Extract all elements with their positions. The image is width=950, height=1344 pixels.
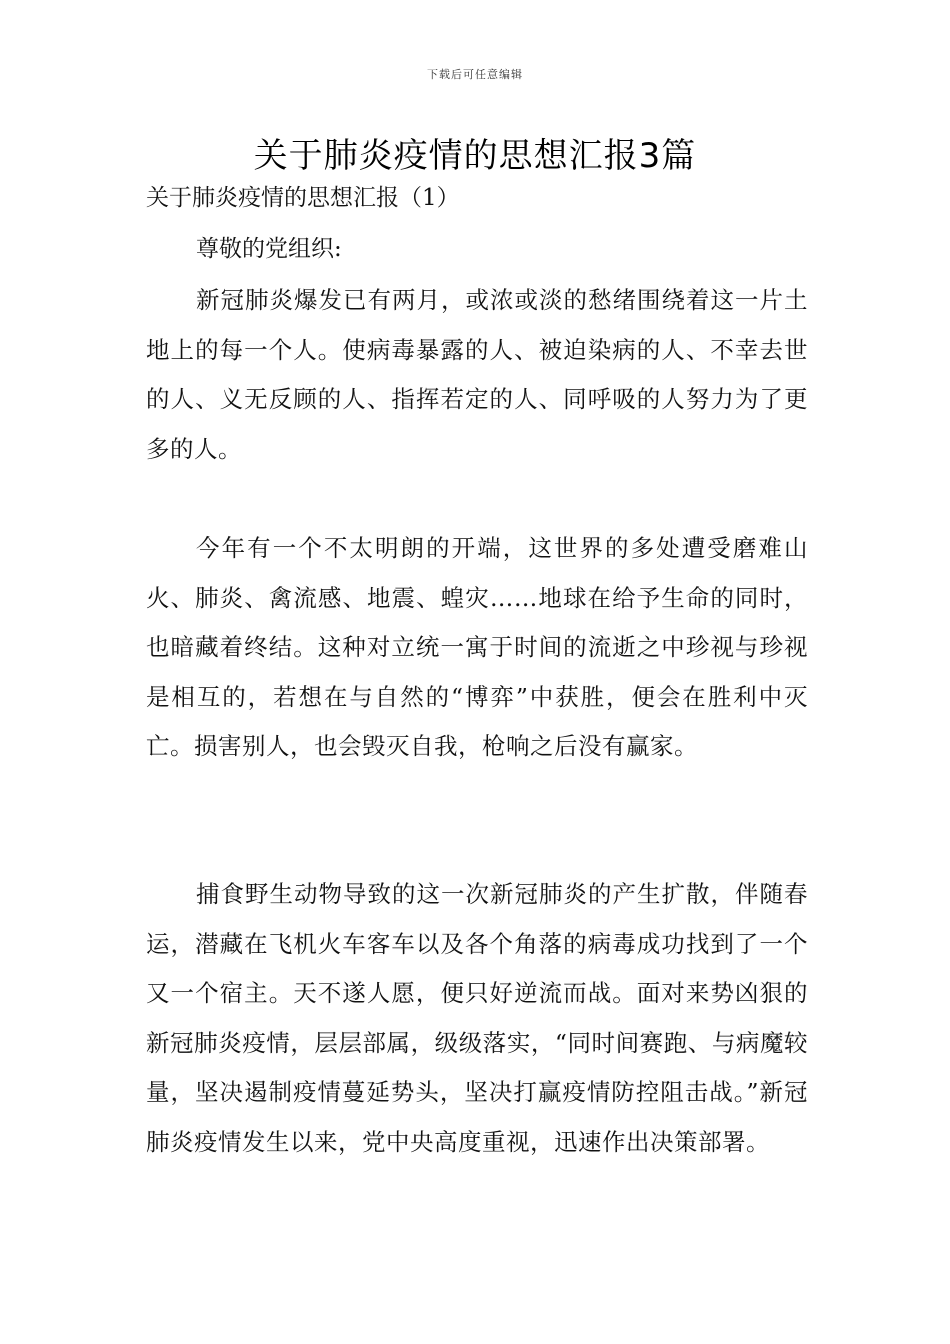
salutation: 尊敬的党组织: [196, 236, 342, 262]
paragraph: 捕食野生动物导致的这一次新冠肺炎的产生扩散，伴随春运，潜藏在飞机火车客车以及各个角落的病毒成功找到了一个又一个宿主。天不遂人愿，便只好逆流而战。面对来势凶狠的新冠肺炎疫情，层层部属，级级落实，“同时间赛跑、与病魔较量，坚决遏制疫情蔓延势头，坚决打赢疫情防控阻击战。”新冠肺炎疫情发生以来，党中央高度重视，迅速作出决策部署。 [146, 880, 808, 1156]
document-title: 关于肺炎疫情的思想汇报3篇 [253, 136, 697, 176]
header-note: 下载后可任意编辑 [427, 68, 523, 81]
section-heading: 关于肺炎疫情的思想汇报（1） [146, 185, 460, 211]
paragraph: 今年有一个不太明朗的开端，这世界的多处遭受磨难山火、肺炎、禽流感、地震、蝗灾……地球在给予生命的同时，也暗藏着终结。这种对立统一寓于时间的流逝之中珍视与珍视是相互的，若想在与自然的“博弈”中获胜，便会在胜利中灭亡。损害别人，也会毁灭自我，枪响之后没有赢家。 [146, 534, 808, 760]
paragraph: 新冠肺炎爆发已有两月，或浓或淡的愁绪围绕着这一片土地上的每一个人。使病毒暴露的人、被迫染病的人、不幸去世的人、义无反顾的人、指挥若定的人、同呼吸的人努力为了更多的人。 [146, 286, 808, 463]
